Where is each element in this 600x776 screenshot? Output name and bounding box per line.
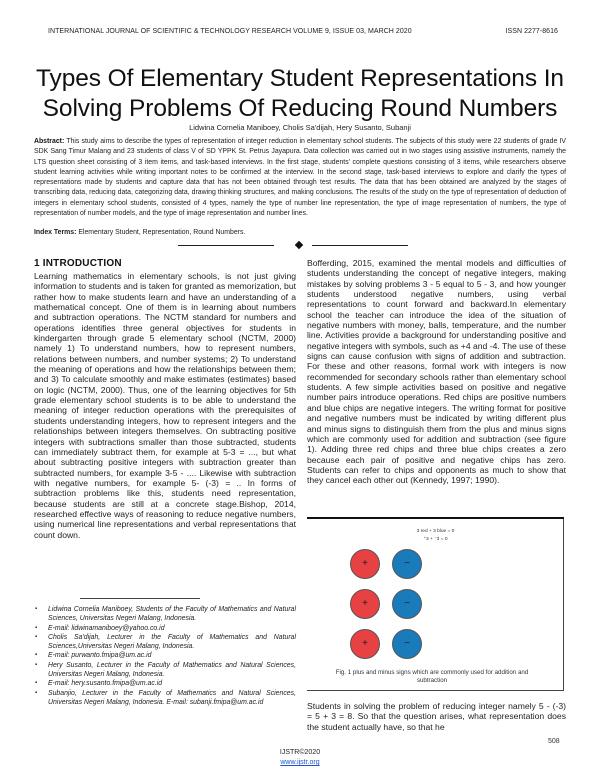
footnote-divider (80, 598, 200, 599)
page-number: 508 (548, 738, 560, 745)
plus-icon: + (362, 598, 368, 609)
journal-name: INTERNATIONAL JOURNAL OF SCIENTIFIC & TECHNOLOGY RESEARCH VOLUME 9, ISSUE 03, MARCH 2020 (48, 28, 412, 35)
red-chip-positive (350, 589, 380, 619)
figure-caption: Fig. 1 plus and minus signs which are commonly used for addition and subtraction (335, 669, 529, 684)
blue-chip-negative (392, 629, 422, 659)
footnote-item: ▪ Lidwina Cornelia Maniboey, Students of the Faculty of Mathematics and Natural Sciences, Universitas Negeri Malang, Indonesia. (34, 605, 296, 624)
footnote-item: ▪ Hery Susanto, Lecturer in the Faculty of Mathematics and Natural Sciences, Universitas Negeri Malang, Indonesia. (34, 661, 296, 680)
copyright: IJSTR©2020 (279, 749, 321, 756)
intro-paragraph-right: Bofferding, 2015, examined the mental models and difficulties of students understanding the concept of negative integers, making mistakes by solving problems 3 - 5 equal to 5 - 3, and how younger students understood negative numbers, using verbal representations to count forward and backward.In elementary school the teacher can introduce the idea of the situation of negative numbers with money, balls, temperature, and the number line. Activities provide a background for understanding positive and negative integers with symbols, such as +4 and -4. The use of these signs can cause confusion with signs of addition and subtraction. For these and other reasons, formal work with integers is now recommended for secondary schools rather than elementary school students. A few simple activities based on positive and negative number pairs introduce operations. Red chips are positive numbers and blue chips are negative integers. The writing format for positive and negative numbers must be indicated by writing different plus and minus signs to distinguish them from the plus and minus signs which are commonly used for addition and subtraction (see figure 1). Adding three red chips and three blue chips creates a zero because each pair of positive and negative chips has zero. Students can refer to chips and opponents as much to show that they cancel each other out (Kennedy, 1997; 1990). (307, 258, 566, 486)
figure-equation-symbols: ⁺3 + ⁻3 = 0 (423, 537, 448, 542)
red-chip-positive (350, 549, 380, 579)
left-column (34, 258, 296, 540)
separator-line-left (178, 245, 274, 246)
section-separator (0, 241, 600, 251)
minus-icon: − (404, 638, 410, 649)
blue-chip-negative (392, 549, 422, 579)
page-footer (0, 748, 600, 768)
intro-paragraph-continued: Students in solving the problem of reducing integer namely 5 - (-3) = 5 + 3 = 8. So that the question arises, what representation does the student actually have, so that he (307, 701, 566, 732)
abstract-label: Abstract: (34, 138, 65, 145)
minus-icon: − (404, 598, 410, 609)
author-footnotes (34, 605, 296, 707)
separator-line-right (312, 245, 408, 246)
red-chip-positive (350, 629, 380, 659)
plus-icon: + (362, 558, 368, 569)
title-line-1: Types Of Elementary Student Representations In (36, 65, 564, 92)
paper-title (0, 64, 600, 124)
section-heading-introduction: 1 INTRODUCTION (34, 258, 122, 269)
website-link[interactable]: www.ijstr.org (280, 759, 320, 766)
index-terms (34, 229, 566, 236)
minus-icon: − (404, 558, 410, 569)
footnote-item: ▪ Subanjio, Lecturer in the Faculty of Mathematics and Natural Sciences, Universitas Negeri Malang, Indonesia. E-mail: subanji.fmipa@um.ac.id (34, 689, 296, 708)
index-terms-text: Elementary Student, Representation, Round Numbers. (78, 229, 246, 236)
plus-icon: + (362, 638, 368, 649)
intro-paragraph-left: Learning mathematics in elementary schools, is not just giving information to students and is taken for granted as memorization, but rather how to make students learn and have an understanding of a mathematical concept. One of them is in learning about numbers and subtraction operations. The NCTM standard for numbers and operations identifies three general objectives for students in kindergarten through grade 5 elementary school (NCTM, 2000) namely 1) To understand numbers, how to represent numbers, relations between numbers, and number systems; 2) To understand the meaning of operations and how the relationships between them; and 3) To calculate smoothly and make estimates (estimates) based on logic (NCTM, 2000). Thus, one of the learning objectives for 5th grade elementary school students is to be able to understand the meaning of integer reduction operations with the prerequisites of students understanding integers, how to represent integers and the relationships between integers themselves. On subtracting positive integers with subtractions smaller than those subtracted, students can immediately subtract them, for example at 5-3 = ..., but what about subtracting positive integers with subtraction greater than subtracted numbers, for example 3-5 - .... Likewise with subtraction with negative numbers, for example 5- (-3) = .. In forms of subtraction problems like this, students need representation, because students are still at a concrete stage.Bishop, 2014, researched effective ways of reasoning to reduce negative numbers, using numerical line representations and verbal representations that count down. (34, 271, 296, 540)
figure-equation-words: 3 red + 3 blue = 0 (416, 529, 455, 534)
issn: ISSN 2277-8616 (505, 28, 558, 35)
title-line-2: Solving Problems Of Reducing Round Numbers (42, 95, 558, 122)
footnote-item: ▪ E-mail: hery.susanto.fmipa@um.ac.id (34, 679, 296, 688)
author-list: Lidwina Cornelia Maniboey, Cholis Sa'dijah, Hery Susanto, Subanji (189, 123, 411, 132)
index-terms-label: Index Terms: (34, 229, 77, 236)
footnote-item: ▪ Cholis Sa'dijah, Lecturer in the Faculty of Mathematics and Natural Sciences,Universitas Negeri Malang, Indonesia. (34, 633, 296, 652)
right-column (307, 258, 566, 486)
figure-1 (307, 519, 564, 691)
blue-chip-negative (392, 589, 422, 619)
footnote-item: ▪ E-mail: purwanto.fmipa@um.ac.id (34, 651, 296, 660)
abstract (34, 137, 566, 219)
footnote-item: ▪ E-mail: lidwinamaniboey@yahoo.co.id (34, 624, 296, 633)
diamond-icon (295, 241, 303, 249)
abstract-text: This study aims to describe the types of representation of integer reduction in elementary school students. The subjects of this study were 22 students of grade IV SDK Sang Timur Malang and 23 students of class V of SD YPPK St. Petrus Jayapura. Data collection was carried out in two stages using assistive instruments, namely the LTS question sheet consisting of 3 item items, and task-based interviews. In the first stage, students' complete questions consisting of 3 items, while researchers observe student learning activities while writing important notes to be confirmed at the interview. In the second stage, task-based interviews to explore and clarify the types of representations made by students and capture data that has not been obtained through test results. The data that has been obtained are analyzed by the stages of transcribing data, reducing data, categorizing data, drawing thinking structures, and making conclusions. The results of the study on the type of representation of deduction of integers in elementary school students, consisted of 4 types, namely the type of number line representation, the type of image representation of numbers, the type of representation of number models, and the type of image representation and number lines. (34, 138, 566, 218)
